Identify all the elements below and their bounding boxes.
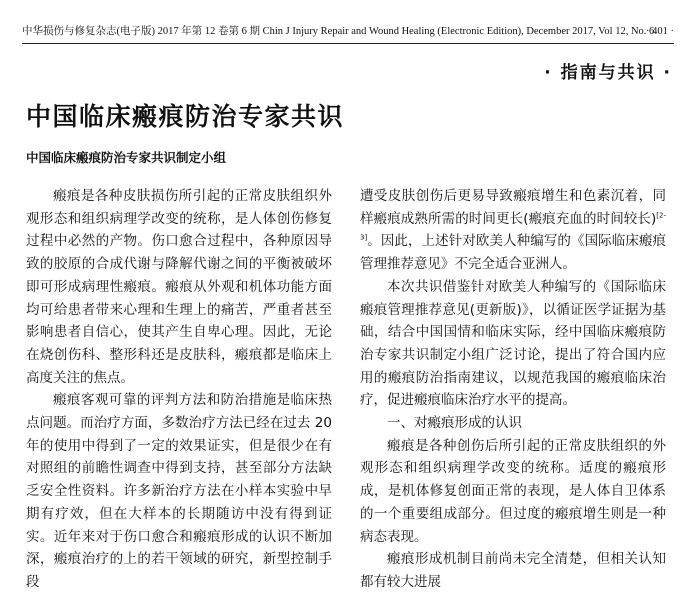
paragraph-continued xyxy=(360,185,666,276)
running-header xyxy=(22,22,674,42)
article-title: 中国临床瘢痕防治专家共识 xyxy=(26,102,345,131)
journal-citation: 中华损伤与修复杂志(电子版) 2017 年第 12 卷第 6 期 Chin J Injury Repair and Wound Healing (Electronic Edition), December 2017, Vol 12, No. 6 xyxy=(22,26,655,37)
reference-marker[interactable]: [2-3] xyxy=(360,211,666,242)
left-column xyxy=(26,185,332,594)
paragraph-continued-text: 遭受皮肤创伤后更易导致瘢痕增生和色素沉着，同样瘢痕成熟所需的时间更长(瘢痕充血的时间较长) xyxy=(360,188,666,227)
paragraph-mechanism: 瘢痕形成机制目前尚未完全清楚，但相关认知都有较大进展 xyxy=(360,551,666,590)
paragraph-continued-tail: 。因此，上述针对欧美人种编写的《国际临床瘢痕管理推荐意见》不完全适合亚洲人。 xyxy=(360,233,666,273)
paragraph-evaluation: 瘢痕客观可靠的评判方法和防治措施是临床热点问题。而治疗方面，多数治疗方法已经在过去 20 年的使用中得到了一定的效果证实，但是很少在有对照组的前瞻性调查中得到支持，甚至部分方法缺乏安全性资料。许多新治疗方法在小样本实验中早期有疗效，但在大样本的长期随访中没有得到证实。近年来对于伤口愈合和瘢痕形成的认识不断加深，瘢痕治疗的上的若干领域的研究，新型控制手段 xyxy=(26,392,332,590)
paragraph-intro: 瘢痕是各种皮肤损伤所引起的正常皮肤组织外观形态和组织病理学改变的统称，是人体创伤修复过程中必然的产物。伤口愈合过程中，各种原因导致的胶原的合成代谢与降解代谢之间的平衡被破坏即可形成病理性瘢痕。瘢痕从外观和机体功能方面均可给患者带来心理和生理上的痛苦，严重者甚至影响患者自信心，使其产生自卑心理。因此，无论在烧创伤科、整形科还是皮肤科，瘢痕都是临床上高度关注的焦点。 xyxy=(26,188,332,386)
header-rule xyxy=(22,43,674,44)
section-tag: · 指南与共识 · xyxy=(544,63,672,83)
section-heading-1: 一、对瘢痕形成的认识 xyxy=(387,415,522,432)
author-group: 中国临床瘢痕防治专家共识制定小组 xyxy=(26,150,227,165)
page-number: · 401 · xyxy=(646,26,674,37)
paragraph-consensus-basis: 本次共识借鉴针对欧美人种编写的《国际临床瘢痕管理推荐意见(更新版)》，以循证医学证据为基础，结合中国国情和临床实际，经中国临床瘢痕防治专家共识制定小组广泛讨论，提出了符合国内应用的瘢痕防治指南建议，以规范我国的瘢痕临床治疗，促进瘢痕临床治疗水平的提高。 xyxy=(360,278,666,409)
paragraph-scar-definition: 瘢痕是各种创伤后所引起的正常皮肤组织的外观形态和组织病理学改变的统称。适度的瘢痕形成，是机体修复创面正常的表现，是人体自卫体系的一个重要组成部分。但过度的瘢痕增生则是一种病态表现。 xyxy=(360,437,666,545)
right-column xyxy=(360,185,666,594)
